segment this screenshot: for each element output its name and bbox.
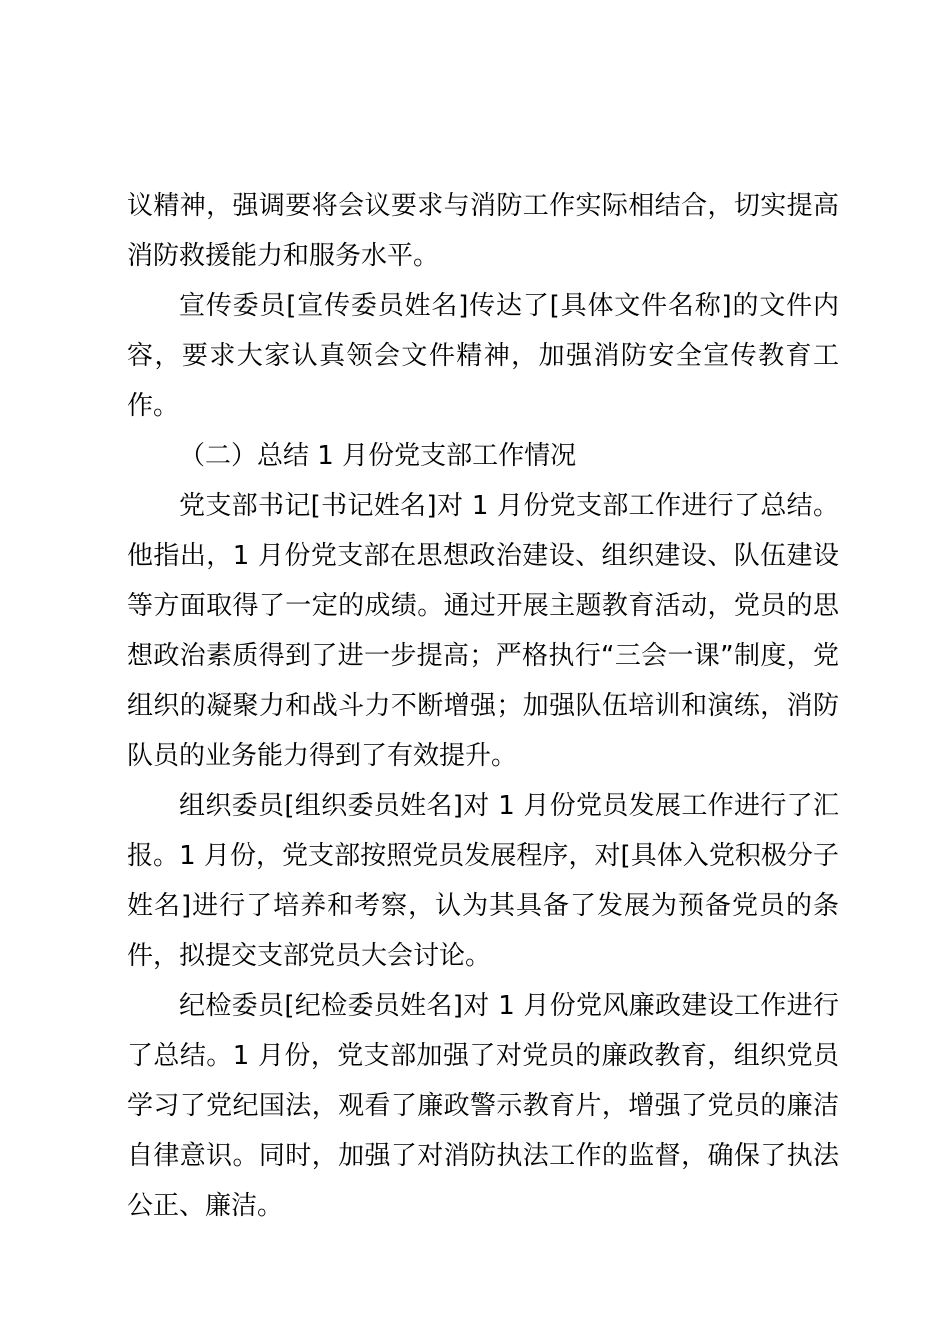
paragraph-discipline-summary: 纪检委员[纪检委员姓名]对 1 月份党风廉政建设工作进行了总结。1 月份，党支部加强了对党员的廉政教育，组织党员学习了党纪国法，观看了廉政警示教育片，增强了党员的廉洁自律意识。同时，加强了对消防执法工作的监督，确保了执法公正、廉洁。	[127, 991, 839, 1221]
paragraph-publicity-report: 宣传委员[宣传委员姓名]传达了[具体文件名称]的文件内容，要求大家认真领会文件精神，加强消防安全宣传教育工作。	[127, 291, 839, 421]
paragraph-continuation: 议精神，强调要将会议要求与消防工作实际相结合，切实提高消防救援能力和服务水平。	[127, 191, 839, 271]
paragraph-organization-report: 组织委员[组织委员姓名]对 1 月份党员发展工作进行了汇报。1 月份，党支部按照党员发展程序，对[具体入党积极分子姓名]进行了培养和考察，认为其具备了发展为预备党员的条件，拟提交支部党员大会讨论。	[127, 791, 839, 971]
section-heading: （二）总结 1 月份党支部工作情况	[179, 441, 577, 471]
document-body	[127, 181, 839, 1231]
paragraph-secretary-summary: 党支部书记[书记姓名]对 1 月份党支部工作进行了总结。他指出，1 月份党支部在思想政治建设、组织建设、队伍建设等方面取得了一定的成绩。通过开展主题教育活动，党员的思想政治素质得到了进一步提高；严格执行“三会一课”制度，党组织的凝聚力和战斗力不断增强；加强队伍培训和演练，消防队员的业务能力得到了有效提升。	[127, 491, 839, 771]
